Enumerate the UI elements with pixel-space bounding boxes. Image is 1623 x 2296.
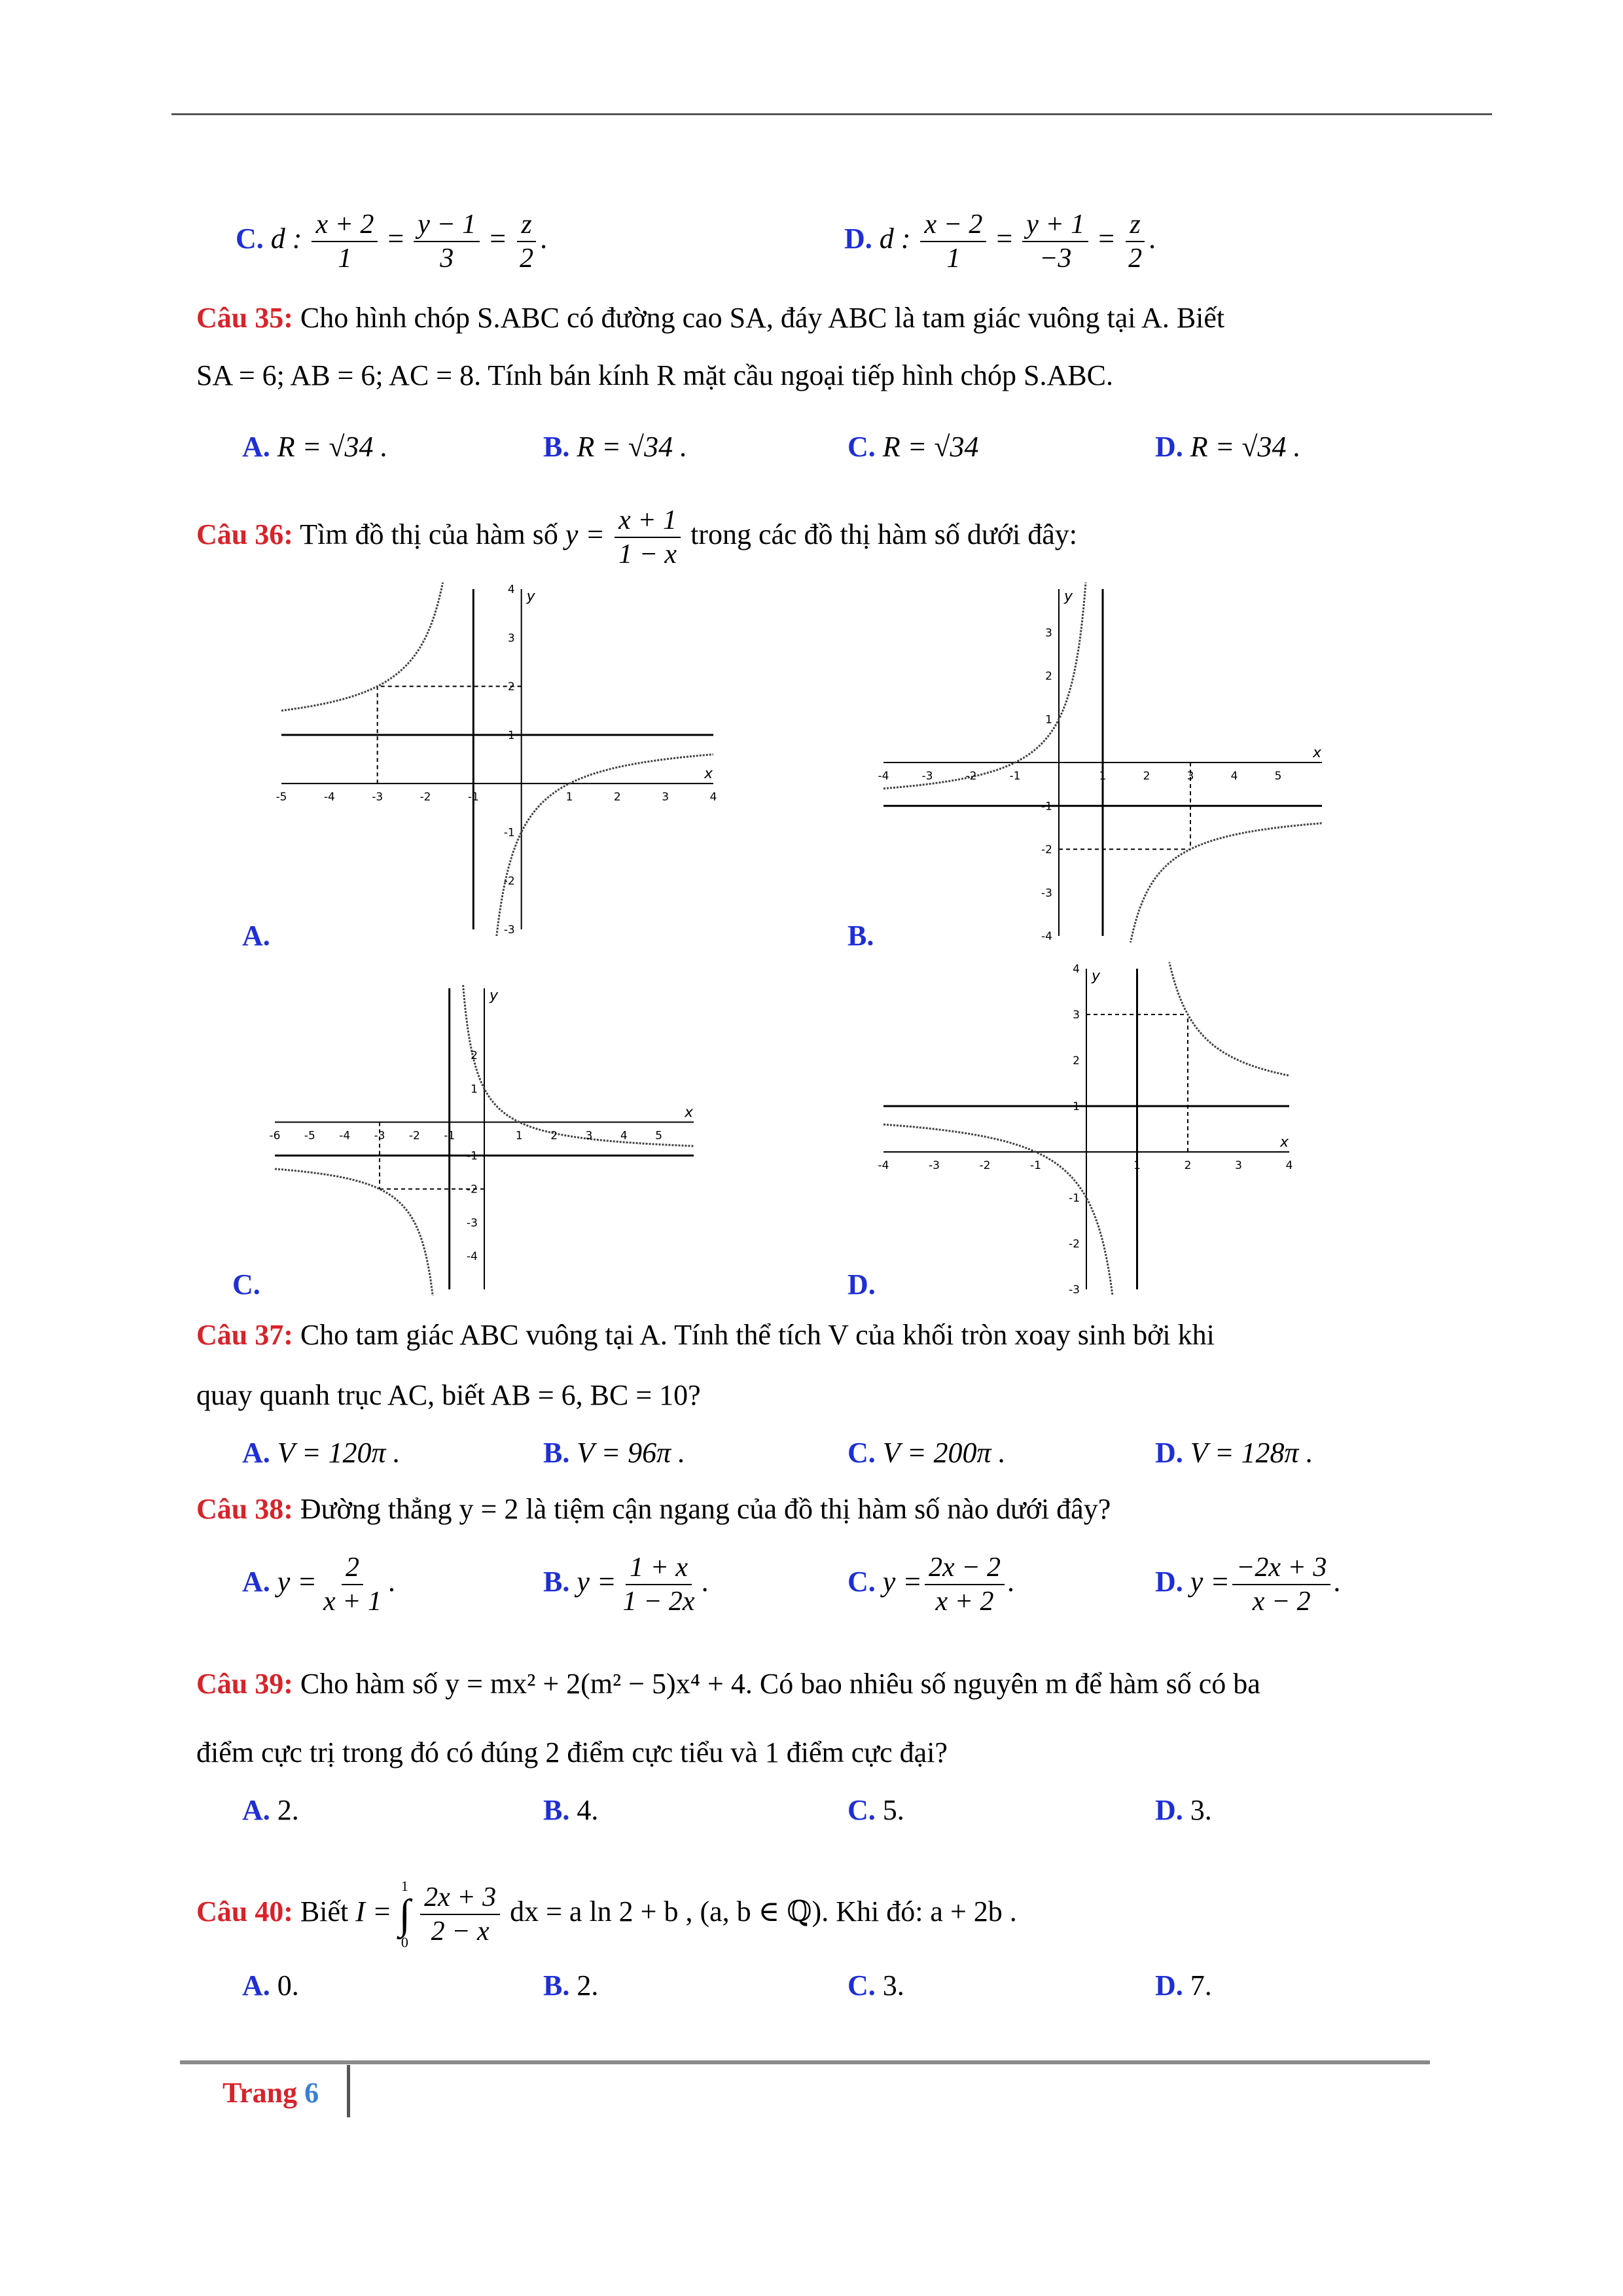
x-tick-label: 2	[550, 1129, 558, 1143]
y-tick-label: -1	[467, 1149, 478, 1163]
q35-answer-b[interactable]: B. R = √34 .	[543, 431, 688, 463]
option-label: C.	[236, 223, 264, 255]
x-tick-label: -3	[374, 1129, 385, 1143]
graph-b[interactable]	[877, 583, 1329, 942]
q35-answer-c[interactable]: C. R = √34	[847, 431, 979, 463]
q39-answer-b[interactable]: B. 4.	[543, 1794, 599, 1826]
y-tick-label: 2	[1073, 1054, 1080, 1067]
curve-branch-2	[496, 755, 713, 936]
q40-answer-d[interactable]: D. 7.	[1155, 1969, 1212, 2001]
q40-question: Câu 40: Biết I = 1 ∫ 0 $\frac{2x + 3}{2 - x}$ dx = a ln 2 + b , (a, b ∈ ℚ). Khi đó: a + 2b .	[196, 1878, 1017, 1950]
x-tick-label: 3	[1235, 1159, 1242, 1172]
y-tick-label: 3	[1045, 626, 1052, 640]
header-rule	[171, 113, 1492, 115]
y-tick-label: -2	[1041, 843, 1052, 857]
y-tick-label: 2	[1045, 670, 1052, 683]
curve-branch-2	[1168, 962, 1290, 1075]
y-tick-label: -1	[1069, 1192, 1080, 1205]
y-tick-label: -2	[467, 1183, 478, 1196]
y-tick-label: -3	[1069, 1283, 1080, 1296]
question-label: Câu 35:	[196, 302, 293, 334]
graph-d[interactable]	[877, 962, 1296, 1296]
question-label: Câu 40:	[196, 1895, 293, 1928]
x-tick-label: 4	[620, 1129, 628, 1143]
y-tick-label: 1	[1073, 1100, 1080, 1113]
q35-line1: Câu 35: Cho hình chóp S.ABC có đường cao SA, đáy ABC là tam giác vuông tại A. Biết	[196, 302, 1225, 334]
q34-option-d[interactable]: D. d : $\frac{x - 2}{1}$ = $\frac{y + 1}{-3}$ = $\frac{z}{2}$ .	[844, 209, 1156, 274]
q39-answer-d[interactable]: D. 3.	[1155, 1794, 1212, 1826]
y-tick-label: -1	[503, 826, 515, 840]
option-label: D.	[844, 223, 872, 255]
curve-branch-1	[883, 1124, 1113, 1296]
graph-a[interactable]	[275, 583, 720, 936]
y-tick-label: 4	[1073, 963, 1080, 976]
x-axis-label: x	[685, 1104, 694, 1121]
q37-answer-c[interactable]: C. V = 200π .	[847, 1437, 1006, 1469]
x-tick-label: 1	[1133, 1159, 1141, 1172]
y-tick-label: 2	[471, 1049, 478, 1063]
y-tick-label: 3	[1073, 1009, 1080, 1022]
q37-answer-d[interactable]: D. V = 128π .	[1155, 1437, 1313, 1469]
q38-answer-d[interactable]: D. y = $\frac{-2x + 3}{x - 2}$ .	[1155, 1552, 1341, 1617]
curve-branch-2	[1130, 823, 1322, 942]
y-tick-label: -3	[467, 1216, 478, 1230]
x-tick-label: -4	[878, 770, 889, 783]
x-tick-label: -4	[878, 1159, 889, 1172]
integral-sign: 1 ∫ 0	[399, 1878, 411, 1950]
q38-answer-c[interactable]: C. y = $\frac{2x - 2}{x + 2}$ .	[847, 1552, 1014, 1617]
x-tick-label: 2	[1143, 770, 1150, 783]
question-label: Câu 37:	[196, 1319, 293, 1351]
q35-answer-d[interactable]: D. R = √34 .	[1155, 431, 1301, 463]
graph-d-label[interactable]: D.	[847, 1268, 876, 1300]
y-axis-label: y	[1092, 968, 1101, 984]
x-axis-label: x	[1280, 1134, 1289, 1151]
q36-question: Câu 36: Tìm đồ thị của hàm số y = $\frac{x + 1}{1 - x}$ trong các đồ thị hàm số dưới đây:	[196, 505, 1077, 569]
q34-option-c[interactable]: C. d : $\frac{x + 2}{1}$ = $\frac{y - 1}{3}$ = $\frac{z}{2}$ .	[236, 209, 548, 274]
x-tick-label: -2	[419, 791, 431, 804]
y-tick-label: -2	[503, 874, 515, 888]
q39-line1: Câu 39: Cho hàm số y = mx² + 2(m² − 5)x⁴ + 4. Có bao nhiêu số nguyên m để hàm số có ba	[196, 1668, 1260, 1700]
y-tick-label: -3	[1041, 886, 1052, 900]
q39-answer-a[interactable]: A. 2.	[242, 1794, 299, 1826]
question-label: Câu 39:	[196, 1668, 293, 1700]
x-tick-label: -1	[1030, 1159, 1041, 1172]
q38-question: Câu 38: Đường thẳng y = 2 là tiệm cận ngang của đồ thị hàm số nào dưới đây?	[196, 1493, 1111, 1525]
y-tick-label: 1	[1045, 713, 1052, 726]
x-tick-label: -3	[372, 791, 383, 804]
y-tick-label: -1	[1041, 800, 1052, 814]
x-tick-label: 5	[1274, 770, 1282, 783]
x-axis-label: x	[1313, 745, 1322, 761]
y-tick-label: 4	[507, 583, 515, 596]
x-tick-label: 3	[662, 791, 669, 804]
x-axis-label: x	[704, 766, 713, 783]
q38-answer-a[interactable]: A. y = $\frac{2}{x + 1}$ .	[242, 1552, 395, 1617]
graph-a-label[interactable]: A.	[242, 920, 270, 952]
x-tick-label: 2	[613, 791, 621, 804]
x-tick-label: 1	[565, 791, 573, 804]
curve-branch-1	[275, 1169, 433, 1296]
y-tick-label: 1	[507, 728, 515, 742]
q37-answer-b[interactable]: B. V = 96π .	[543, 1437, 686, 1469]
graph-c[interactable]	[268, 982, 700, 1296]
y-axis-label: y	[490, 988, 499, 1004]
x-tick-label: -3	[929, 1159, 940, 1172]
x-tick-label: 3	[1186, 770, 1194, 783]
x-tick-label: -1	[467, 791, 479, 804]
x-tick-label: -4	[323, 791, 335, 804]
curve-branch-1	[281, 583, 444, 711]
x-tick-label: 4	[709, 791, 717, 804]
y-tick-label: 2	[507, 680, 515, 694]
q39-answer-c[interactable]: C. 5.	[847, 1794, 904, 1826]
q35-line2: SA = 6; AB = 6; AC = 8. Tính bán kính R mặt cầu ngoại tiếp hình chóp S.ABC.	[196, 359, 1113, 391]
x-tick-label: -1	[444, 1129, 455, 1143]
x-tick-label: 4	[1285, 1159, 1293, 1172]
q40-answer-c[interactable]: C. 3.	[847, 1969, 904, 2001]
y-tick-label: -4	[467, 1249, 478, 1263]
q40-answer-a[interactable]: A. 0.	[242, 1969, 299, 2001]
page-number: Trang 6	[223, 2077, 319, 2109]
y-tick-label: -4	[1041, 930, 1052, 942]
y-tick-label: 1	[471, 1083, 478, 1096]
x-tick-label: 4	[1230, 770, 1238, 783]
x-tick-label: 1	[515, 1129, 523, 1143]
x-tick-label: -5	[304, 1129, 315, 1143]
x-tick-label: -2	[979, 1159, 991, 1172]
q39-line2: điểm cực trị trong đó có đúng 2 điểm cực tiểu và 1 điểm cực đại?	[196, 1736, 948, 1768]
x-tick-label: -1	[1009, 770, 1021, 783]
y-axis-label: y	[1064, 588, 1073, 605]
x-tick-label: -5	[276, 791, 287, 804]
x-tick-label: 2	[1184, 1159, 1192, 1172]
graph-c-label[interactable]: C.	[232, 1268, 260, 1300]
x-tick-label: 5	[655, 1129, 663, 1143]
footer-divider	[347, 2065, 350, 2117]
x-tick-label: 1	[1099, 770, 1107, 783]
footer-rule	[180, 2060, 1430, 2064]
x-tick-label: 3	[585, 1129, 593, 1143]
question-label: Câu 36:	[196, 518, 293, 551]
y-tick-label: 3	[507, 632, 515, 645]
q40-answer-b[interactable]: B. 2.	[543, 1969, 599, 2001]
y-axis-label: y	[526, 588, 535, 605]
curve-branch-1	[883, 583, 1086, 789]
graph-b-label[interactable]: B.	[847, 920, 874, 952]
x-tick-label: -6	[269, 1129, 281, 1143]
x-tick-label: -3	[921, 770, 933, 783]
q38-answer-b[interactable]: B. y = $\frac{1 + x}{1 - 2x}$ .	[543, 1552, 709, 1617]
q35-answer-a[interactable]: A. R = √34 .	[242, 431, 388, 463]
q37-answer-a[interactable]: A. V = 120π .	[242, 1437, 401, 1469]
x-tick-label: -2	[408, 1129, 420, 1143]
x-tick-label: -4	[339, 1129, 351, 1143]
y-tick-label: -3	[503, 924, 515, 936]
question-label: Câu 38:	[196, 1493, 293, 1525]
y-tick-label: -2	[1069, 1238, 1080, 1251]
q37-line2: quay quanh trục AC, biết AB = 6, BC = 10?	[196, 1379, 701, 1411]
x-tick-label: -2	[965, 770, 977, 783]
q37-line1: Câu 37: Cho tam giác ABC vuông tại A. Tính thể tích V của khối tròn xoay sinh bởi khi	[196, 1319, 1215, 1351]
